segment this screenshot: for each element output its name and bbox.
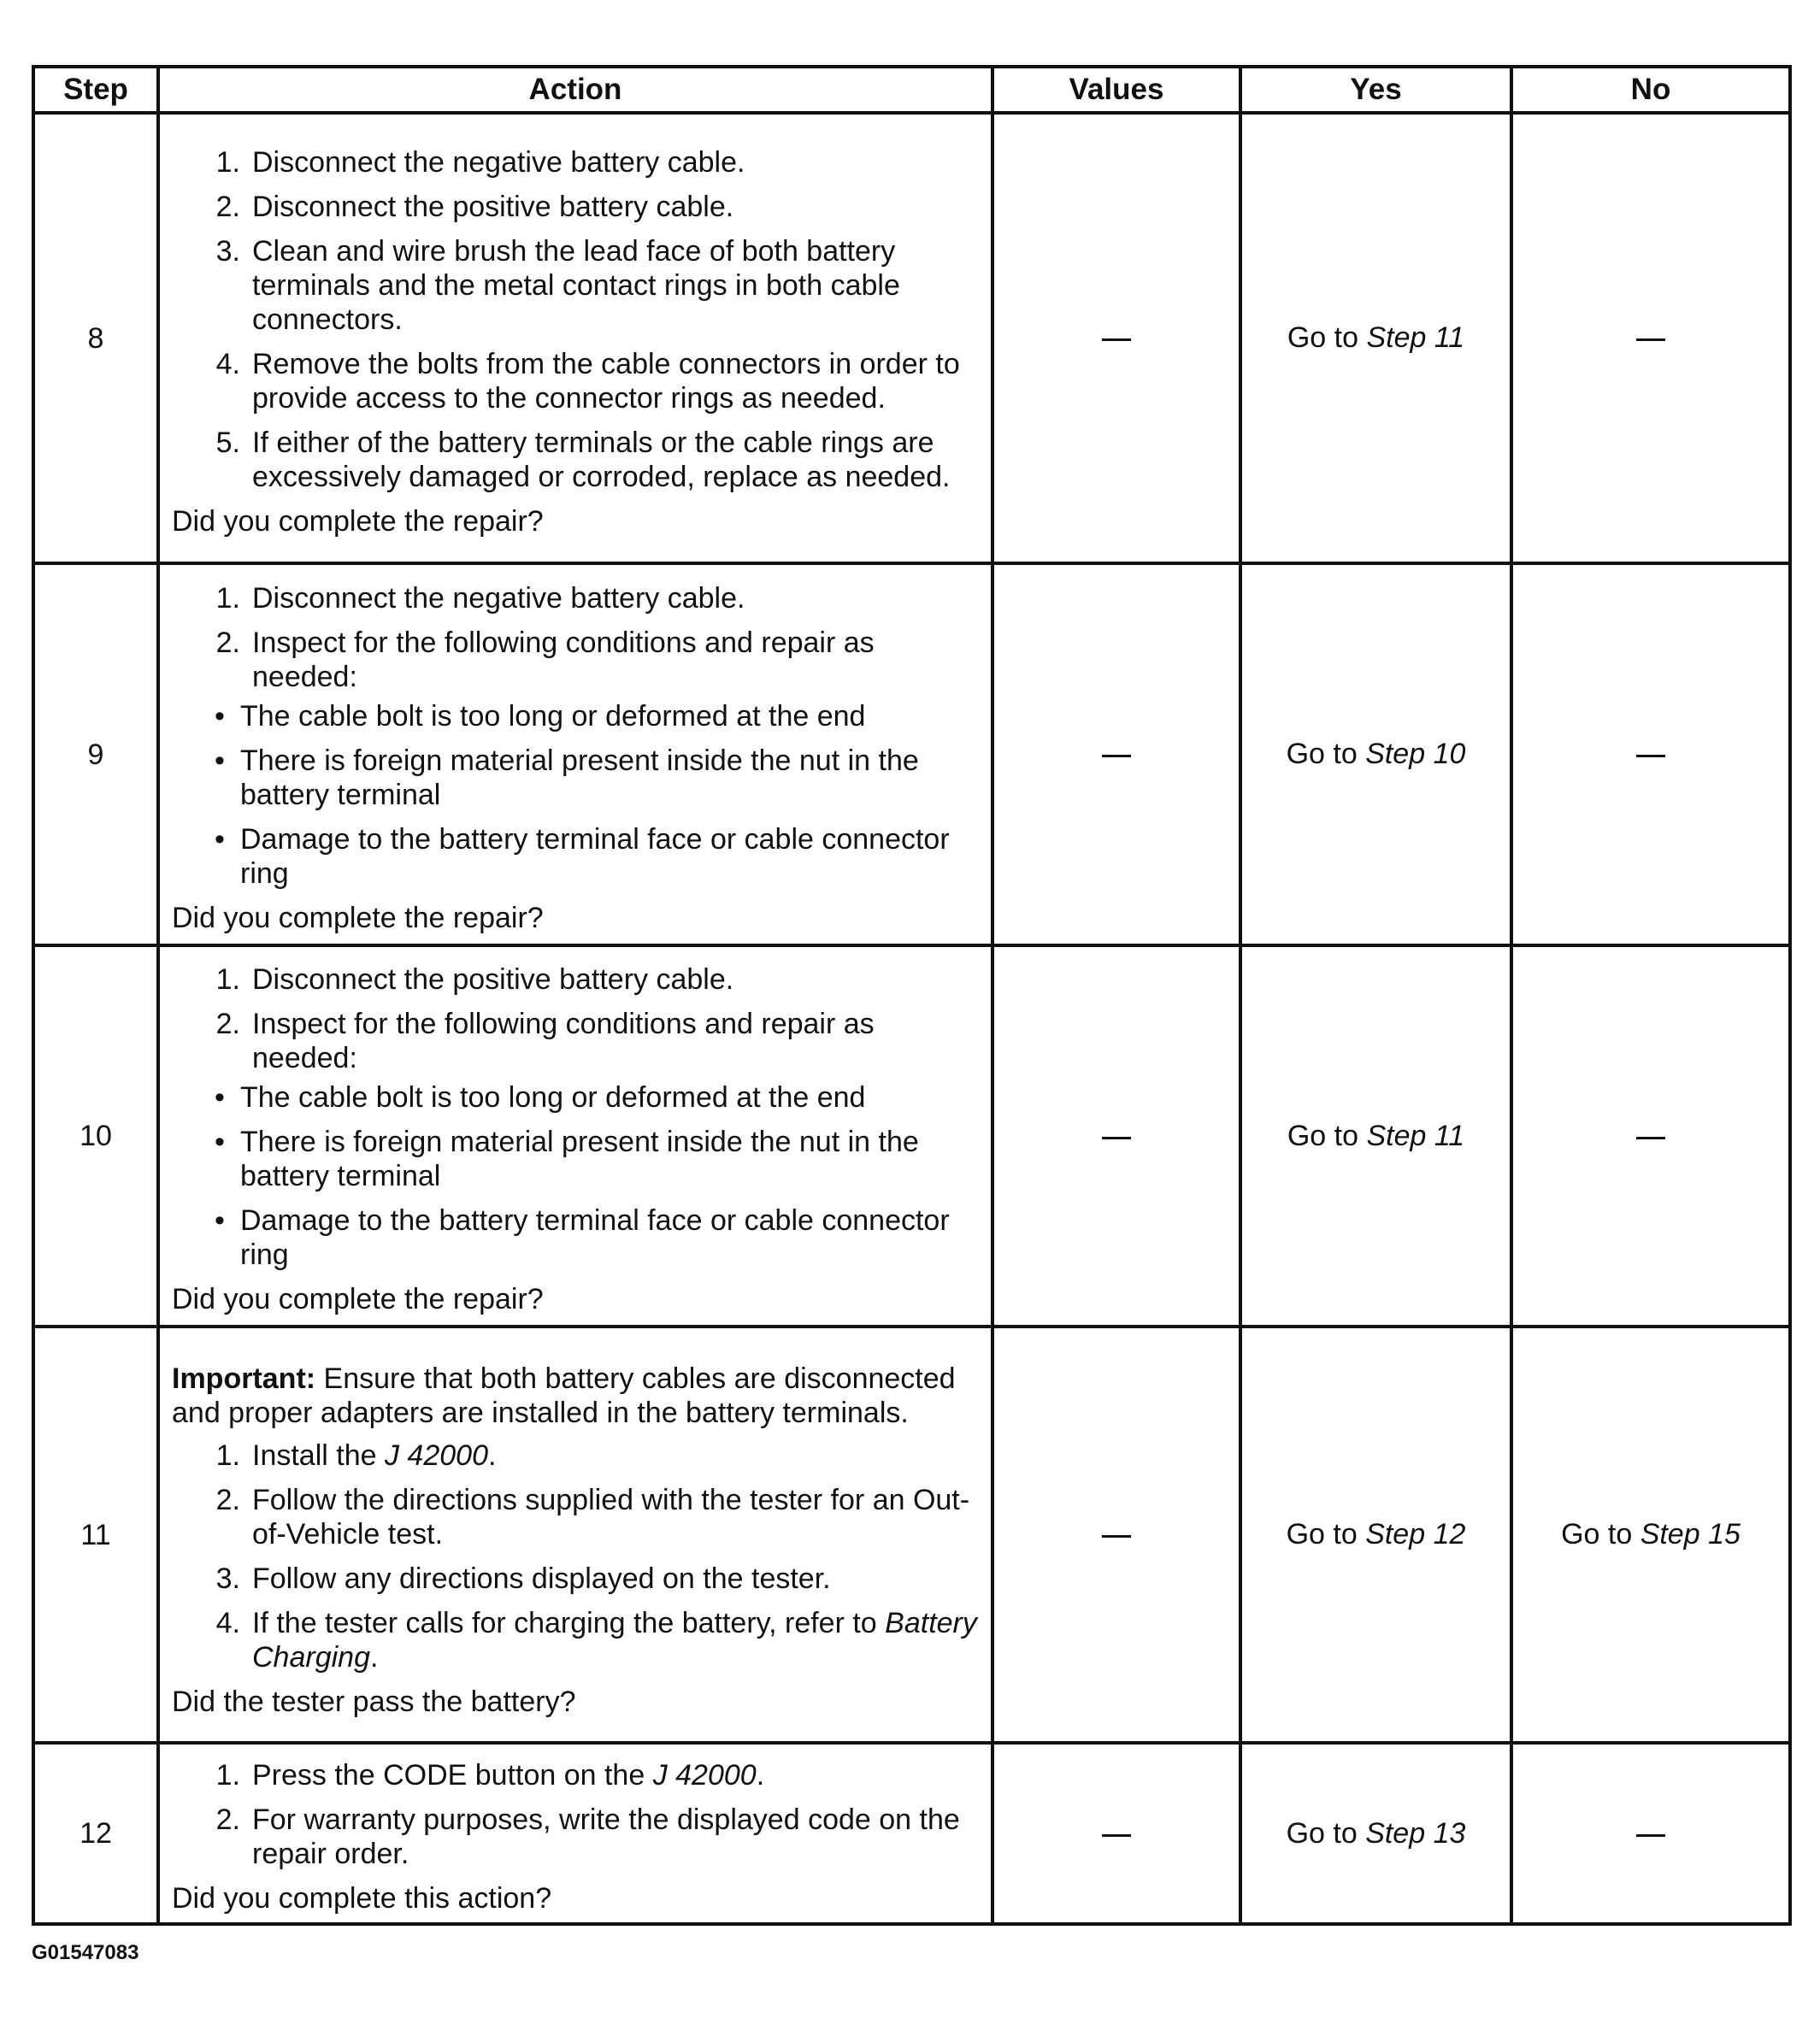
question: Did you complete this action?: [172, 1882, 552, 1915]
action-list: [172, 145, 977, 494]
note-label: Important:: [172, 1362, 316, 1395]
step-link[interactable]: Step 13: [1365, 1816, 1466, 1850]
step-number: 12: [33, 1743, 158, 1924]
diagnostic-table: [32, 65, 1792, 1926]
list-item: 4. If the tester calls for charging the battery, refer to Battery Charging.: [215, 1606, 977, 1674]
no-cell: [1511, 113, 1790, 563]
bullet-item: • The cable bolt is too long or deformed at the end: [215, 1081, 866, 1114]
step-number: 11: [33, 1327, 158, 1743]
step-link[interactable]: Step 11: [1366, 1119, 1465, 1152]
note-text: Ensure that both battery cables are disconnected and proper adapters are installed in the battery terminals.: [172, 1362, 956, 1429]
no-cell: [1511, 945, 1790, 1327]
list-item: 3. Clean and wire brush the lead face of both battery terminals and the metal contact rings in both cable connectors.: [215, 234, 900, 336]
header-yes: Yes: [1240, 67, 1511, 113]
table-row-step-8: [33, 113, 1790, 563]
yes-cell[interactable]: Go to Step 13: [1240, 1743, 1511, 1924]
dash-mark: [1102, 755, 1131, 757]
dash-mark: [1102, 338, 1131, 341]
no-cell: [1511, 1743, 1790, 1924]
list-item: 1. Disconnect the negative battery cable.: [215, 581, 745, 615]
action-cell: [158, 113, 992, 563]
list-item: 1. Install the J 42000.: [215, 1439, 497, 1472]
no-cell: [1511, 563, 1790, 945]
step-link[interactable]: Step 11: [1366, 321, 1465, 354]
step-number: 8: [33, 113, 158, 563]
action-list: [172, 1758, 977, 1871]
header-step: Step: [33, 67, 158, 113]
condition-list: [172, 699, 977, 891]
step-link[interactable]: Step 12: [1365, 1518, 1466, 1550]
bullet-item: • The cable bolt is too long or deformed at the end: [215, 699, 866, 733]
dash-mark: [1636, 1834, 1665, 1837]
action-cell: [158, 563, 992, 945]
condition-list: [172, 1080, 977, 1272]
list-item: 1. Disconnect the negative battery cable.: [215, 145, 745, 179]
bullet-item: • Damage to the battery terminal face or cable connector ring: [215, 822, 950, 890]
header-values: Values: [992, 67, 1240, 113]
procedure-link[interactable]: Battery Charging: [252, 1606, 977, 1674]
question: Did you complete the repair?: [172, 901, 544, 934]
table-row-step-11: [33, 1327, 1790, 1743]
dash-mark: [1636, 755, 1665, 757]
table-row-step-12: [33, 1743, 1790, 1924]
dash-mark: [1102, 1834, 1131, 1837]
action-list: [172, 581, 977, 891]
values-cell: [992, 113, 1240, 563]
values-cell: [992, 945, 1240, 1327]
values-cell: [992, 1743, 1240, 1924]
table-row-step-9: [33, 563, 1790, 945]
header-row: [33, 67, 1790, 113]
figure-code: G01547083: [32, 1941, 139, 1964]
list-item: 5. If either of the battery terminals or the cable rings are excessively damaged or corroded, replace as needed.: [215, 426, 951, 493]
question: Did the tester pass the battery?: [172, 1685, 576, 1718]
step-number: 10: [33, 945, 158, 1327]
yes-cell[interactable]: Go to Step 11: [1240, 113, 1511, 563]
bullet-item: • There is foreign material present inside the nut in the battery terminal: [215, 744, 919, 811]
header-action: Action: [158, 67, 992, 113]
step-number: 9: [33, 563, 158, 945]
list-item: 4. Remove the bolts from the cable connectors in order to provide access to the connector rings as needed.: [215, 347, 960, 415]
list-item: 2. Inspect for the following conditions and repair as needed: • The cable bolt is too long or deformed at the end • There is foreign material present inside the nut in the battery terminal • Damage to the battery terminal face or cable connector ring: [172, 626, 977, 891]
table-row-step-10: [33, 945, 1790, 1327]
list-item: 2. Follow the directions supplied with the tester for an Out-of-Vehicle test.: [215, 1483, 970, 1550]
dash-mark: [1636, 1137, 1665, 1139]
list-item: 2. For warranty purposes, write the displayed code on the repair order.: [215, 1803, 960, 1870]
values-cell: [992, 563, 1240, 945]
tool-reference: J 42000: [384, 1439, 488, 1472]
list-item: 2. Disconnect the positive battery cable.: [215, 190, 734, 223]
action-list: [172, 962, 977, 1272]
question: Did you complete the repair?: [172, 504, 544, 538]
action-list: [172, 1439, 977, 1674]
important-note: [172, 1362, 977, 1430]
header-no: No: [1511, 67, 1790, 113]
bullet-item: • There is foreign material present inside the nut in the battery terminal: [215, 1126, 919, 1192]
values-cell: [992, 1327, 1240, 1743]
step-link[interactable]: Step 15: [1640, 1518, 1740, 1550]
list-item: 1. Disconnect the positive battery cable.: [215, 963, 734, 996]
dash-mark: [1636, 338, 1665, 341]
step-link[interactable]: Step 10: [1365, 738, 1466, 770]
list-item: 1. Press the CODE button on the J 42000.: [215, 1759, 765, 1792]
dash-mark: [1102, 1535, 1131, 1538]
yes-cell[interactable]: Go to Step 12: [1240, 1327, 1511, 1743]
no-cell[interactable]: Go to Step 15: [1511, 1327, 1790, 1743]
bullet-item: • Damage to the battery terminal face or cable connector ring: [215, 1204, 950, 1271]
action-cell: [158, 1743, 992, 1924]
list-item: 2. Inspect for the following conditions and repair as needed: • The cable bolt is too long or deformed at the end • There is foreign material present inside the nut in the battery terminal • Damage to the battery terminal face or cable connector ring: [172, 1007, 977, 1272]
action-cell: [158, 1327, 992, 1743]
question: Did you complete the repair?: [172, 1283, 544, 1315]
tool-reference: J 42000: [652, 1759, 757, 1792]
list-item: 3. Follow any directions displayed on the tester.: [215, 1562, 831, 1595]
yes-cell[interactable]: Go to Step 10: [1240, 563, 1511, 945]
dash-mark: [1102, 1137, 1131, 1139]
yes-cell[interactable]: Go to Step 11: [1240, 945, 1511, 1327]
action-cell: [158, 945, 992, 1327]
